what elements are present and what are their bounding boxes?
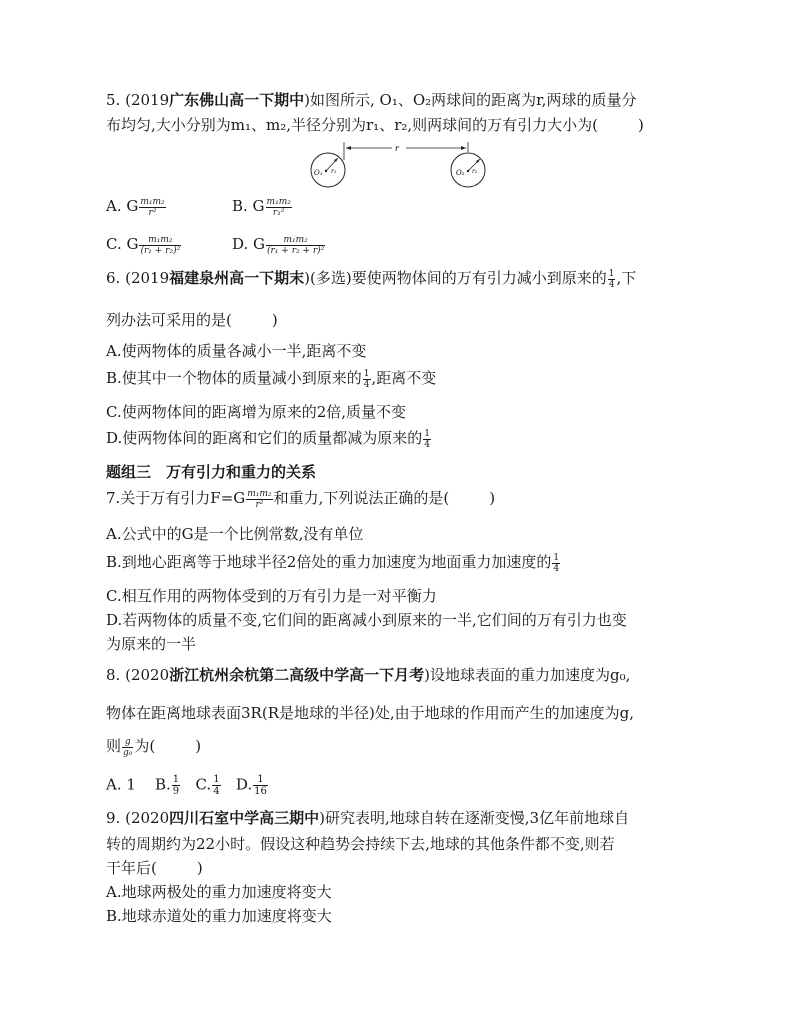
q6-close-paren: )	[271, 311, 278, 329]
q8-source-open: (2020	[125, 666, 170, 684]
q6-source-open: (2019	[125, 269, 170, 287]
q6-frac-den: 4	[608, 279, 615, 290]
q5-option-d-label: D. G	[232, 235, 266, 253]
q6-number: 6.	[106, 269, 121, 287]
q7-option-b	[106, 552, 561, 574]
q5-option-b-num: m₁m₂	[266, 196, 291, 207]
q6-line1	[106, 268, 636, 290]
q7-option-d-line2: 为原来的一半	[106, 635, 197, 653]
ball1-radius-label: r₁	[331, 168, 337, 175]
q6-option-b-text: B.使其中一个物体的质量减小到原来的	[106, 369, 362, 387]
q5-option-d	[232, 234, 326, 256]
q8-source-close: )	[424, 666, 430, 684]
q8-options	[106, 774, 269, 797]
q5-option-d-num: m₁m₂	[266, 235, 325, 246]
q5-option-a-den: r²	[148, 207, 157, 218]
q6-option-b	[106, 368, 436, 390]
q6-frac-num: 1	[608, 268, 615, 279]
q8-number: 8.	[106, 666, 121, 684]
q8-option-c: C.	[195, 775, 212, 794]
q8-line3	[106, 736, 201, 758]
q6-option-a: A.使两物体的质量各减小一半,距离不变	[106, 342, 367, 360]
q6-option-c: C.使两物体间的距离增为原来的2倍,质量不变	[106, 403, 407, 421]
q8-frac-den: g₀	[123, 747, 133, 758]
q8-line2: 物体在距离地球表面3R(R是地球的半径)处,由于地球的作用而产生的加速度为g,	[106, 704, 634, 722]
distance-arrow-left	[346, 146, 351, 150]
q5-option-b-den: r₁²	[272, 207, 285, 218]
q9-text-line3: 干年后(	[106, 859, 157, 877]
q6-option-b-tail: ,距离不变	[371, 369, 437, 387]
q6-option-d-text: D.使两物体间的距离和它们的质量都减为原来的	[106, 429, 423, 447]
q5-option-c-label: C. G	[106, 235, 139, 253]
q5-line1	[106, 90, 636, 110]
q8-option-d-den: 16	[254, 786, 267, 797]
q6-text-line1a: (多选)要使两物体间的万有引力减小到原来的	[310, 269, 607, 287]
q8-option-c-num: 1	[213, 774, 220, 785]
distance-arrow-right	[461, 146, 466, 150]
q8-text-line3b: 为(	[134, 737, 156, 755]
q5-option-d-den: (r₁ + r₂ + r)²	[267, 245, 325, 256]
q9-text-line1: 研究表明,地球自转在逐渐变慢,3亿年前地球自	[325, 809, 630, 827]
q7-option-d-line1: D.若两物体的质量不变,它们间的距离减小到原来的一半,它们间的万有引力也变	[106, 611, 627, 629]
q5-option-c-num: m₁m₂	[139, 235, 181, 246]
q9-close-paren: )	[196, 859, 203, 877]
q9-source-open: (2020	[125, 809, 170, 827]
q9-line2: 转的周期约为22小时。假设这种趋势会持续下去,地球的其他条件都不变,则若	[106, 835, 615, 853]
q5-option-b	[232, 196, 293, 218]
q6-option-d-den: 4	[424, 439, 430, 450]
ball2-radius-label: r₂	[472, 168, 478, 175]
q7-frac-num: m₁m₂	[247, 488, 272, 499]
q6-option-d	[106, 428, 432, 450]
q8-option-d-num: 1	[253, 774, 268, 786]
q7-option-b-den: 4	[553, 563, 560, 574]
q7-stem-b: 和重力,下列说法正确的是(	[273, 489, 450, 507]
q5-number: 5.	[106, 91, 121, 109]
q6-source-close: )	[304, 269, 310, 287]
q9-source: 四川石室中学高三期中	[169, 809, 320, 827]
q8-close-paren: )	[195, 737, 202, 755]
q5-text-line2: 布均匀,大小分别为m₁、m₂,半径分别为r₁、r₂,则两球间的万有引力大小为(	[106, 116, 598, 134]
q9-option-b: B.地球赤道处的重力加速度将变大	[106, 907, 332, 925]
q5-option-b-label: B. G	[232, 197, 265, 215]
q8-text-line3a: 则	[106, 737, 122, 755]
q7-option-c: C.相互作用的两物体受到的万有引力是一对平衡力	[106, 587, 437, 605]
ball2-center-label: O₂	[456, 169, 465, 177]
q6-option-b-den: 4	[363, 379, 370, 390]
q8-option-d: D.	[235, 775, 253, 794]
q5-figure	[300, 138, 500, 190]
q6-line2	[106, 310, 278, 330]
q5-option-a	[106, 196, 167, 218]
q8-option-a: A. 1	[106, 775, 136, 794]
q5-option-c-den: (r₁ + r₂)²	[140, 245, 181, 256]
q5-close-paren: )	[638, 116, 644, 134]
distance-label: r	[395, 144, 399, 153]
group3-heading: 题组三 万有引力和重力的关系	[106, 463, 317, 481]
q7-option-b-num: 1	[553, 552, 560, 563]
q5-option-a-label: A. G	[106, 197, 139, 215]
q9-line1	[106, 808, 629, 828]
q8-option-b-den: 9	[172, 786, 180, 797]
q8-option-b: B.	[155, 775, 171, 794]
q6-source: 福建泉州高一下期末	[169, 269, 305, 287]
q6-option-b-num: 1	[363, 368, 370, 379]
q5-source-close: )	[304, 91, 310, 109]
q7-stem	[106, 488, 495, 510]
q6-option-d-num: 1	[424, 428, 430, 439]
q7-close-paren: )	[489, 489, 496, 507]
q8-option-c-den: 4	[213, 786, 220, 797]
q5-source: 广东佛山高一下期中	[169, 91, 305, 109]
q6-text-line1b: ,下	[616, 269, 637, 287]
q8-line1	[106, 665, 630, 685]
q7-stem-a: 7.关于万有引力F=G	[106, 489, 246, 507]
q6-text-line2: 列办法可采用的是(	[106, 311, 232, 329]
q7-option-b-text: B.到地心距离等于地球半径2倍处的重力加速度为地面重力加速度的	[106, 553, 552, 571]
q9-source-close: )	[319, 809, 325, 827]
q9-option-a: A.地球两极处的重力加速度将变大	[106, 883, 332, 901]
q8-frac-num: g	[122, 737, 133, 748]
q5-line2	[106, 115, 644, 135]
q7-option-a: A.公式中的G是一个比例常数,没有单位	[106, 525, 364, 543]
q8-source: 浙江杭州余杭第二高级中学高一下月考	[169, 666, 425, 684]
q7-frac-den: r²	[255, 499, 264, 510]
q5-source-open: (2019	[125, 91, 170, 109]
q9-line3	[106, 858, 203, 878]
q9-number: 9.	[106, 809, 121, 827]
q5-text-line1: 如图所示, O₁、O₂两球间的距离为r,两球的质量分	[310, 91, 637, 109]
q8-option-b-num: 1	[172, 774, 180, 785]
ball1-center-label: O₁	[314, 169, 323, 177]
q8-text-line1: 设地球表面的重力加速度为g₀,	[430, 666, 631, 684]
q5-option-c	[106, 234, 182, 256]
q5-option-a-num: m₁m₂	[140, 196, 165, 207]
